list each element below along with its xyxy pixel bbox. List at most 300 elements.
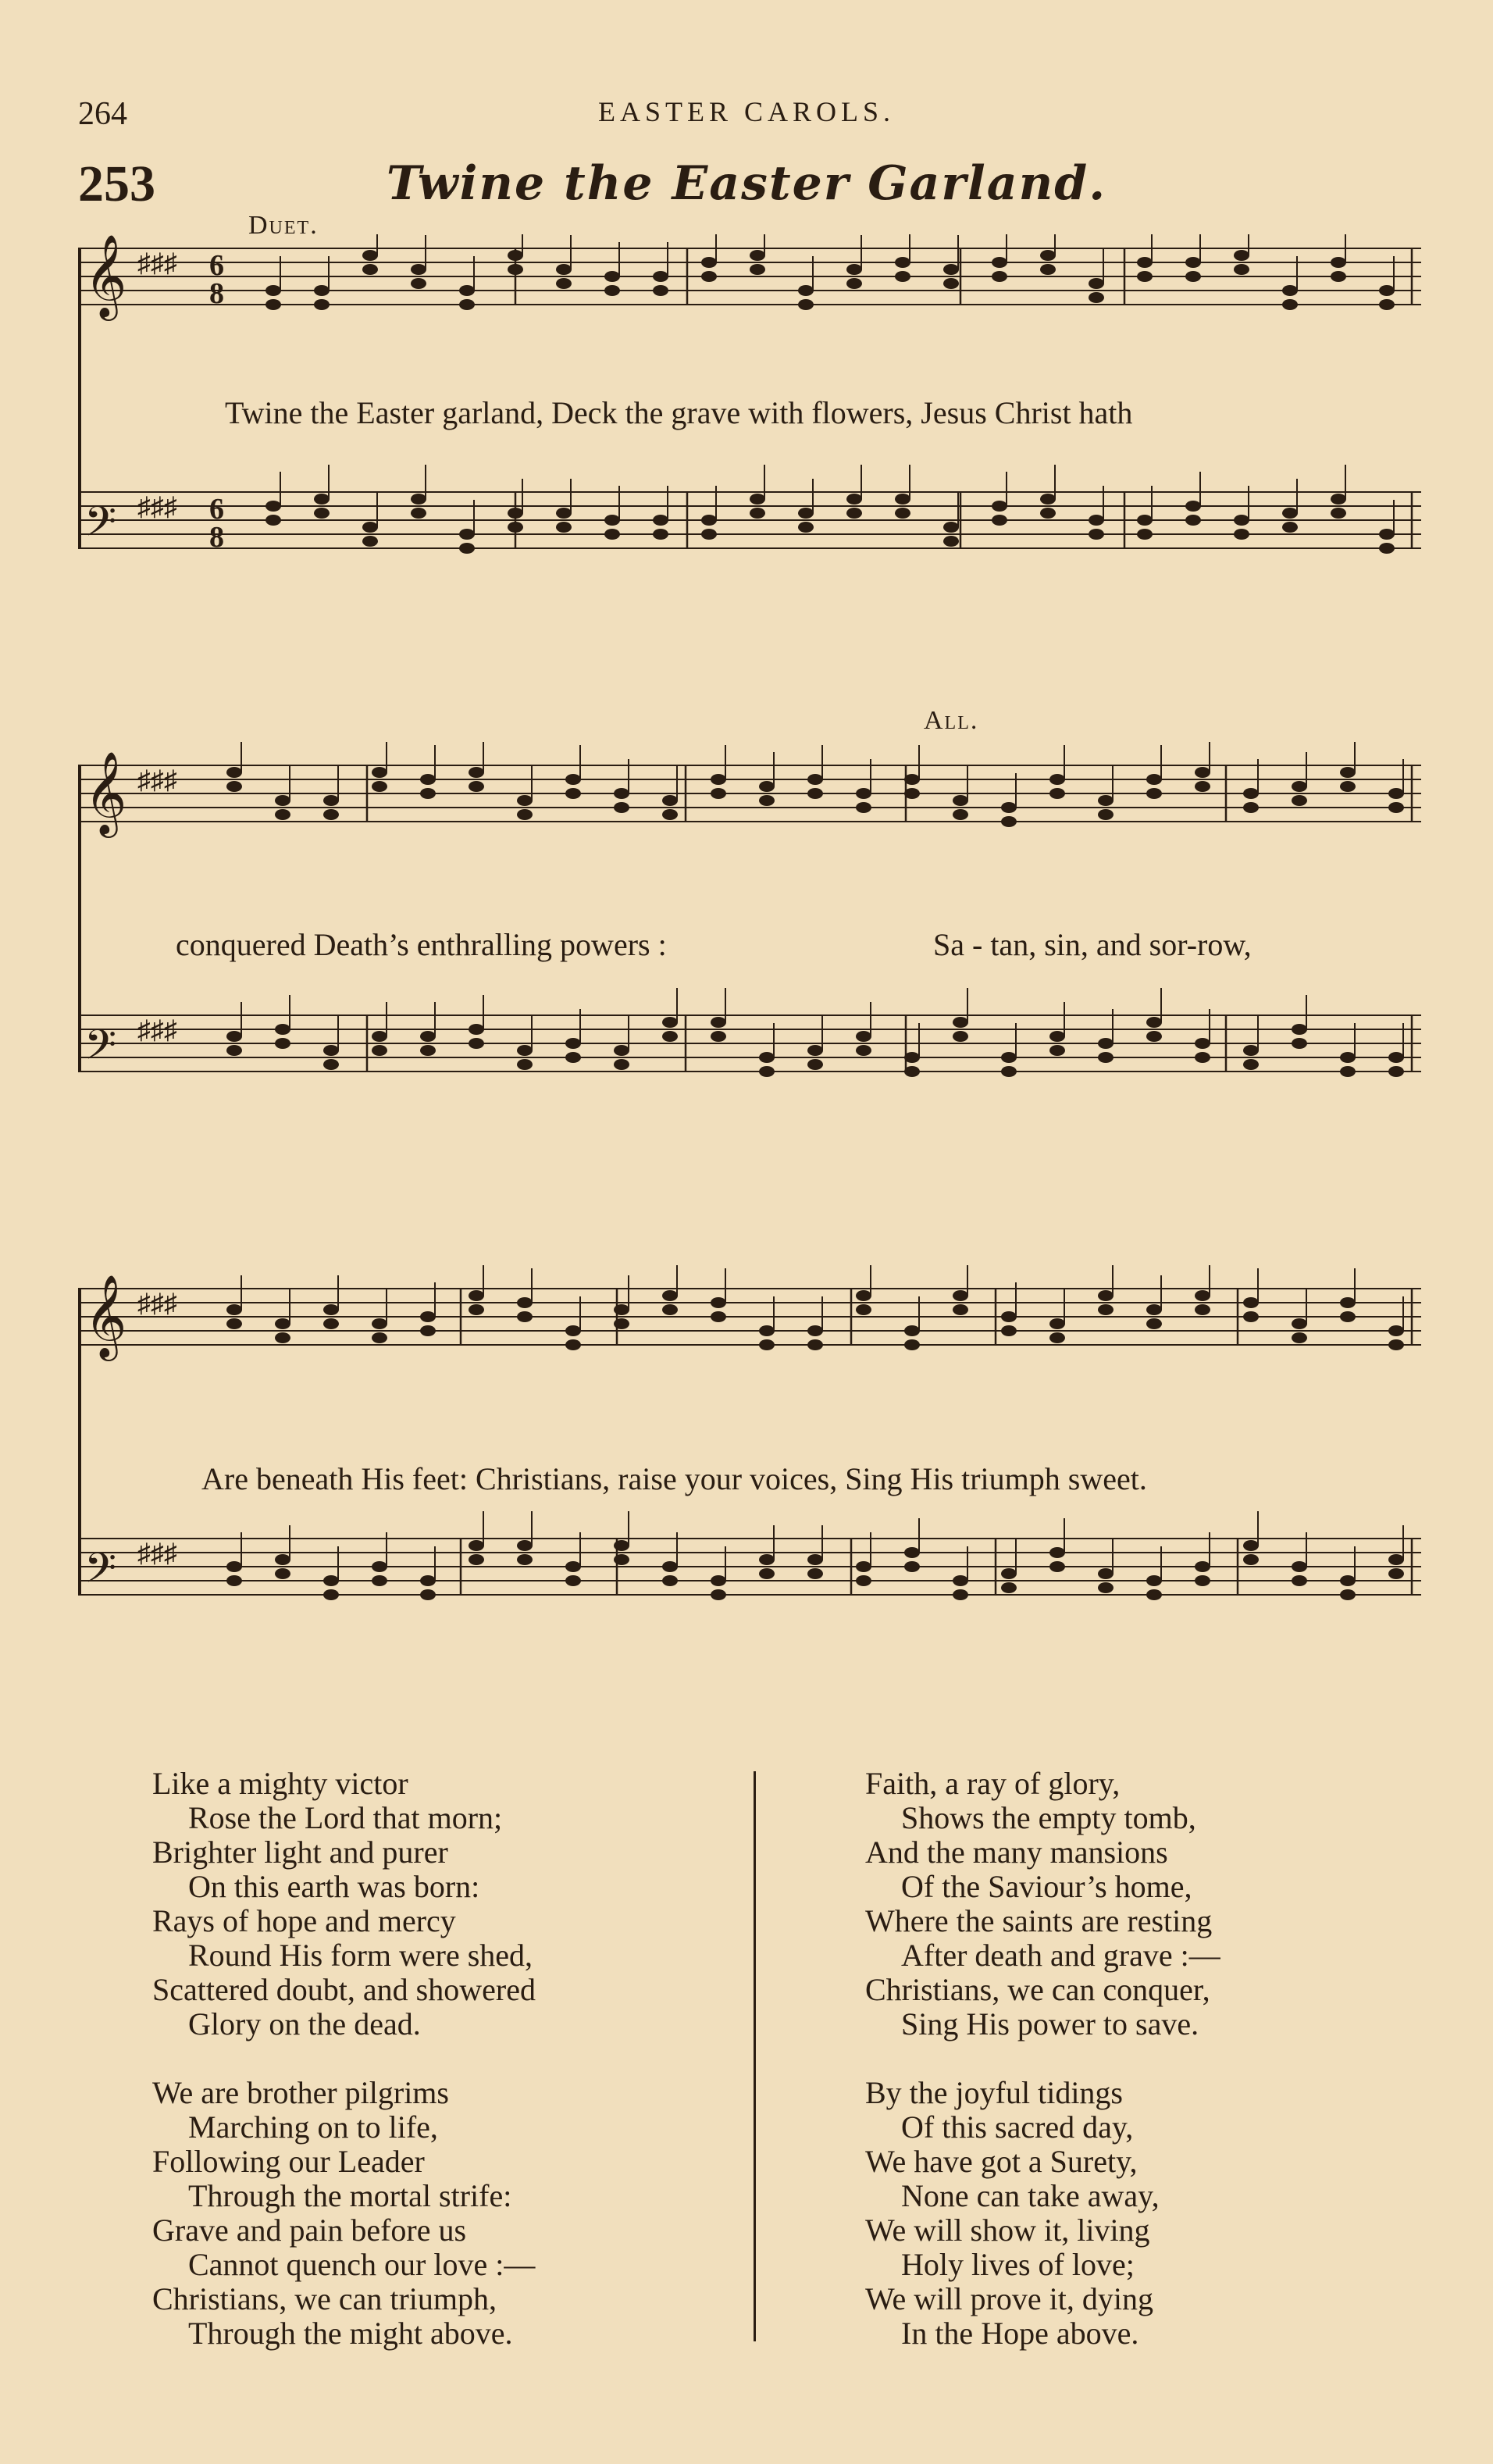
note-head [711, 1031, 726, 1042]
note-head [1049, 1547, 1065, 1558]
note-head [314, 508, 330, 519]
lyric-line-2a: conquered Death’s enthralling powers : [176, 927, 667, 962]
note-head [653, 285, 668, 296]
note-head [1243, 788, 1259, 799]
note-head [1243, 1297, 1259, 1308]
note-head [750, 494, 765, 505]
note-head [1001, 1311, 1017, 1322]
note-head [701, 515, 717, 526]
note-head [1195, 767, 1210, 778]
verse-line: Of the Saviour’s home, [901, 1869, 1192, 1904]
note-head [1282, 299, 1298, 310]
note-head [604, 515, 620, 526]
note-head [1340, 1311, 1356, 1322]
note-head [750, 264, 765, 275]
note-head [1098, 1290, 1114, 1301]
note-head [1001, 1582, 1017, 1593]
note-head [275, 1024, 290, 1035]
note-head [943, 522, 959, 533]
note-head [807, 1325, 823, 1336]
note-head [1049, 1318, 1065, 1329]
note-head [323, 809, 339, 820]
column-divider [754, 1771, 756, 2341]
note-head [1388, 1052, 1404, 1063]
verse-3 [152, 2076, 536, 2351]
note-head [662, 1290, 678, 1301]
note-head [314, 299, 330, 310]
note-head [662, 1561, 678, 1572]
note-head [469, 1304, 484, 1315]
note-head [1234, 264, 1249, 275]
note-head [711, 1311, 726, 1322]
time-signature-numerator: 6 [209, 493, 224, 526]
note-head [759, 1554, 775, 1565]
note-head [265, 501, 281, 512]
note-head [904, 1339, 920, 1350]
verses-left-column [152, 1767, 536, 2385]
key-signature-icon: ♯♯♯ [137, 249, 177, 278]
note-head [904, 774, 920, 785]
note-head [614, 802, 629, 813]
hymn-number: 253 [78, 155, 155, 212]
note-head [1331, 257, 1346, 268]
note-head [1146, 1017, 1162, 1028]
note-head [1379, 285, 1395, 296]
note-head [1243, 1045, 1259, 1056]
note-head [1195, 1038, 1210, 1049]
note-head [362, 250, 378, 261]
note-head [807, 1568, 823, 1579]
note-head [1195, 1304, 1210, 1315]
note-head [469, 781, 484, 792]
note-head [614, 1540, 629, 1551]
note-head [517, 1045, 533, 1056]
note-head [1089, 292, 1104, 303]
note-head [508, 250, 523, 261]
note-head [992, 271, 1007, 282]
all-marking: All. [924, 706, 979, 735]
note-head [411, 264, 426, 275]
note-head [362, 264, 378, 275]
verse-line: Cannot quench our love :— [188, 2247, 536, 2282]
verse-line: Shows the empty tomb, [901, 1800, 1196, 1835]
time-signature-denominator: 8 [209, 277, 224, 310]
note-head [420, 774, 436, 785]
note-head [372, 1031, 387, 1042]
note-head [226, 1304, 242, 1315]
note-head [1001, 1066, 1017, 1077]
verse-line: Holy lives of love; [901, 2247, 1135, 2282]
note-head [662, 1304, 678, 1315]
treble-clef-icon: 𝄞 [84, 234, 127, 317]
note-head [953, 1031, 968, 1042]
verse-line: Rose the Lord that morn; [188, 1800, 503, 1835]
note-head [1243, 1540, 1259, 1551]
note-head [1282, 508, 1298, 519]
note-head [517, 1311, 533, 1322]
note-head [1001, 816, 1017, 827]
note-head [1185, 271, 1201, 282]
note-head [992, 257, 1007, 268]
note-head [711, 1297, 726, 1308]
key-signature-icon: ♯♯♯ [137, 493, 177, 522]
key-signature-icon: ♯♯♯ [137, 766, 177, 795]
note-head [750, 250, 765, 261]
note-head [943, 264, 959, 275]
note-head [1089, 278, 1104, 289]
note-head [1185, 257, 1201, 268]
note-head [953, 1017, 968, 1028]
note-head [565, 1561, 581, 1572]
note-head [469, 1290, 484, 1301]
note-head [411, 278, 426, 289]
note-head [1340, 1052, 1356, 1063]
note-head [1049, 1561, 1065, 1572]
note-head [1001, 1325, 1017, 1336]
note-head [469, 1024, 484, 1035]
note-head [1049, 1031, 1065, 1042]
note-head [846, 278, 862, 289]
note-head [759, 1568, 775, 1579]
note-head [856, 1045, 871, 1056]
note-head [1137, 529, 1153, 540]
note-head [701, 257, 717, 268]
note-head [459, 529, 475, 540]
note-head [856, 1304, 871, 1315]
note-head [226, 1045, 242, 1056]
note-head [556, 522, 572, 533]
duet-marking: Duet. [248, 211, 319, 240]
note-head [1388, 1554, 1404, 1565]
note-head [1195, 781, 1210, 792]
note-head [1098, 809, 1114, 820]
bass-staff [78, 465, 1421, 556]
note-head [904, 1561, 920, 1572]
note-head [275, 1332, 290, 1343]
note-head [1388, 1568, 1404, 1579]
note-head [904, 1325, 920, 1336]
note-head [904, 1066, 920, 1077]
note-head [953, 1290, 968, 1301]
note-head [1243, 802, 1259, 813]
note-head [807, 1339, 823, 1350]
verse-line: Christians, we can triumph, [152, 2281, 497, 2316]
note-head [1049, 788, 1065, 799]
key-signature-icon: ♯♯♯ [137, 1539, 177, 1568]
note-head [1243, 1554, 1259, 1565]
note-head [1001, 1568, 1017, 1579]
note-head [226, 1318, 242, 1329]
note-head [556, 264, 572, 275]
note-head [759, 1339, 775, 1350]
verse-line: We have got a Surety, [865, 2144, 1138, 2179]
note-head [1340, 1575, 1356, 1586]
note-head [798, 299, 814, 310]
note-head [362, 536, 378, 547]
verse-line: Christians, we can conquer, [865, 1972, 1210, 2007]
note-head [1292, 1561, 1307, 1572]
note-head [614, 1318, 629, 1329]
note-head [895, 508, 910, 519]
note-head [1379, 543, 1395, 554]
verse-line: Faith, a ray of glory, [865, 1766, 1121, 1801]
note-head [565, 1339, 581, 1350]
time-signature-denominator: 8 [209, 521, 224, 554]
bass-staff [78, 988, 1421, 1079]
note-head [372, 1332, 387, 1343]
note-head [372, 1045, 387, 1056]
note-head [1292, 1038, 1307, 1049]
note-head [517, 1540, 533, 1551]
note-head [807, 1554, 823, 1565]
note-head [565, 1325, 581, 1336]
verses-right-column [865, 1767, 1220, 2385]
note-head [1388, 788, 1404, 799]
verse-line: Grave and pain before us [152, 2213, 467, 2248]
note-head [895, 257, 910, 268]
note-head [372, 1575, 387, 1586]
note-head [517, 809, 533, 820]
note-head [517, 1059, 533, 1070]
note-head [1098, 795, 1114, 806]
note-head [1340, 781, 1356, 792]
note-head [1234, 515, 1249, 526]
verse-line: Scattered doubt, and showered [152, 1972, 536, 2007]
verse-line: On this earth was born: [188, 1869, 480, 1904]
note-head [904, 788, 920, 799]
treble-staff [78, 742, 1421, 838]
verse-line: Of this sacred day, [901, 2109, 1134, 2145]
note-head [807, 1045, 823, 1056]
note-head [1388, 1325, 1404, 1336]
verse-5 [865, 2076, 1220, 2351]
verse-line: Glory on the dead. [188, 2006, 421, 2041]
note-head [1195, 1052, 1210, 1063]
note-head [265, 285, 281, 296]
note-head [1195, 1575, 1210, 1586]
note-head [759, 781, 775, 792]
running-header: EASTER CAROLS. [597, 96, 896, 127]
note-head [323, 1575, 339, 1586]
note-head [226, 1031, 242, 1042]
note-head [711, 788, 726, 799]
note-head [1243, 1311, 1259, 1322]
note-head [469, 1540, 484, 1551]
note-head [1340, 1297, 1356, 1308]
note-head [614, 1059, 629, 1070]
verse-line: Through the mortal strife: [188, 2178, 512, 2213]
note-head [469, 1038, 484, 1049]
note-head [372, 781, 387, 792]
note-head [895, 271, 910, 282]
note-head [1040, 508, 1056, 519]
note-head [1388, 802, 1404, 813]
note-head [275, 1568, 290, 1579]
treble-staff [78, 234, 1421, 321]
note-head [759, 1066, 775, 1077]
note-head [614, 1045, 629, 1056]
note-head [904, 1052, 920, 1063]
note-head [807, 1059, 823, 1070]
note-head [614, 1304, 629, 1315]
note-head [904, 1547, 920, 1558]
note-head [265, 299, 281, 310]
note-head [662, 1575, 678, 1586]
note-head [856, 1575, 871, 1586]
note-head [1292, 1318, 1307, 1329]
note-head [420, 1325, 436, 1336]
note-head [1001, 1052, 1017, 1063]
note-head [653, 271, 668, 282]
note-head [420, 1031, 436, 1042]
note-head [1185, 515, 1201, 526]
note-head [807, 788, 823, 799]
note-head [420, 1045, 436, 1056]
note-head [323, 1304, 339, 1315]
note-head [1331, 508, 1346, 519]
note-head [323, 1059, 339, 1070]
note-head [1146, 788, 1162, 799]
note-head [275, 1038, 290, 1049]
key-signature-icon: ♯♯♯ [137, 1289, 177, 1318]
note-head [372, 1318, 387, 1329]
key-signature-icon: ♯♯♯ [137, 1016, 177, 1045]
note-head [711, 1017, 726, 1028]
note-head [1137, 515, 1153, 526]
note-head [1146, 1304, 1162, 1315]
note-head [1040, 264, 1056, 275]
note-head [372, 767, 387, 778]
note-head [459, 299, 475, 310]
note-head [508, 508, 523, 519]
note-head [323, 795, 339, 806]
verse-line: Marching on to life, [188, 2109, 438, 2145]
note-head [411, 508, 426, 519]
verse-line: Sing His power to save. [901, 2006, 1199, 2041]
note-head [953, 1304, 968, 1315]
note-head [759, 795, 775, 806]
note-head [943, 278, 959, 289]
note-head [1049, 1045, 1065, 1056]
note-head [1340, 1589, 1356, 1600]
note-head [226, 781, 242, 792]
note-head [943, 536, 959, 547]
note-head [1098, 1568, 1114, 1579]
note-head [846, 264, 862, 275]
verse-line: In the Hope above. [901, 2316, 1139, 2351]
note-head [759, 1052, 775, 1063]
note-head [798, 508, 814, 519]
note-head [517, 795, 533, 806]
note-head [1234, 529, 1249, 540]
note-head [275, 809, 290, 820]
note-head [750, 508, 765, 519]
note-head [323, 1318, 339, 1329]
treble-clef-icon: 𝄞 [84, 751, 127, 834]
note-head [226, 1561, 242, 1572]
note-head [662, 1017, 678, 1028]
note-head [226, 1575, 242, 1586]
verse-line: Through the might above. [188, 2316, 513, 2351]
verse-line: Like a mighty victor [152, 1766, 408, 1801]
note-head [701, 529, 717, 540]
note-head [1379, 529, 1395, 540]
note-head [459, 285, 475, 296]
note-head [953, 1589, 968, 1600]
note-head [1195, 1561, 1210, 1572]
note-head [1292, 1575, 1307, 1586]
note-head [323, 1045, 339, 1056]
note-head [992, 501, 1007, 512]
note-head [420, 1589, 436, 1600]
bass-clef-icon: 𝄢 [84, 498, 117, 556]
note-head [275, 1318, 290, 1329]
note-head [711, 774, 726, 785]
note-head [604, 529, 620, 540]
verse-4 [865, 1767, 1220, 2041]
note-head [1340, 1066, 1356, 1077]
bass-staff [78, 1511, 1421, 1603]
note-head [556, 508, 572, 519]
note-head [1146, 774, 1162, 785]
verse-line: Following our Leader [152, 2144, 425, 2179]
note-head [1243, 1059, 1259, 1070]
note-head [517, 1297, 533, 1308]
note-head [1340, 767, 1356, 778]
note-head [856, 1290, 871, 1301]
verse-line: By the joyful tidings [865, 2075, 1123, 2110]
note-head [807, 774, 823, 785]
note-head [411, 494, 426, 505]
note-head [1388, 1066, 1404, 1077]
note-head [275, 795, 290, 806]
lyric-line-1: Twine the Easter garland, Deck the grave with flowers, Jesus Christ hath [225, 395, 1133, 430]
note-head [846, 494, 862, 505]
note-head [1292, 1024, 1307, 1035]
lyric-line-3: Are beneath His feet: Christians, raise your voices, Sing His triumph sweet. [201, 1461, 1147, 1496]
verse-line: We will show it, living [865, 2213, 1150, 2248]
note-head [856, 788, 871, 799]
note-head [895, 494, 910, 505]
note-head [1234, 250, 1249, 261]
verse-line: And the many mansions [865, 1835, 1168, 1870]
note-head [508, 264, 523, 275]
time-signature-numerator: 6 [209, 249, 224, 282]
note-head [1292, 781, 1307, 792]
note-head [1001, 802, 1017, 813]
note-head [1089, 529, 1104, 540]
note-head [469, 767, 484, 778]
note-head [420, 1575, 436, 1586]
note-head [1146, 1575, 1162, 1586]
note-head [1049, 1332, 1065, 1343]
note-head [653, 529, 668, 540]
page-number: 264 [78, 96, 127, 132]
verse-line: We will prove it, dying [865, 2281, 1153, 2316]
lyric-line-2b: Sa - tan, sin, and sor-row, [933, 927, 1252, 962]
note-head [1040, 494, 1056, 505]
note-head [1282, 522, 1298, 533]
note-head [1146, 1318, 1162, 1329]
note-head [1098, 1038, 1114, 1049]
bass-clef-icon: 𝄢 [84, 1545, 117, 1603]
note-head [604, 285, 620, 296]
note-head [565, 1575, 581, 1586]
note-head [1089, 515, 1104, 526]
note-head [314, 285, 330, 296]
note-head [565, 788, 581, 799]
note-head [362, 522, 378, 533]
